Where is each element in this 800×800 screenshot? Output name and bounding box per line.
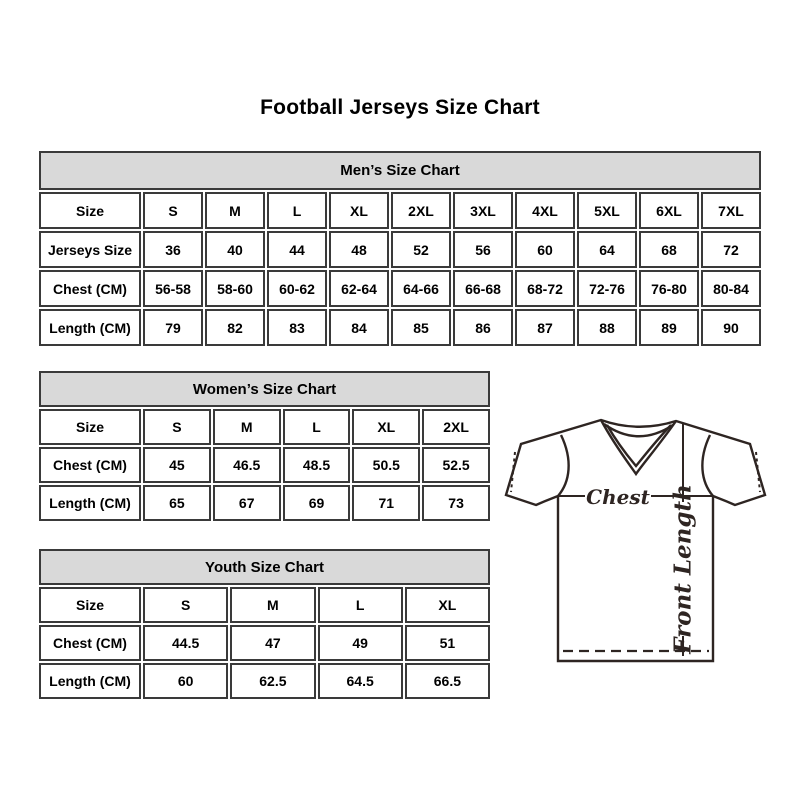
size-cell: M [213, 409, 281, 445]
size-cell: L [267, 192, 327, 229]
chest-label: Chest [586, 485, 650, 509]
table-row [39, 485, 490, 521]
womens-size-table [37, 369, 492, 523]
table-row [39, 309, 761, 346]
size-cell: 71 [352, 485, 420, 521]
size-cell: 64 [577, 231, 637, 268]
mens-size-table [37, 149, 763, 348]
size-cell: 50.5 [352, 447, 420, 483]
womens-table-title: Women’s Size Chart [39, 371, 490, 407]
size-cell: S [143, 192, 203, 229]
size-cell: S [143, 409, 211, 445]
youth-size-table [37, 547, 492, 701]
size-cell: 58-60 [205, 270, 265, 307]
size-cell: 83 [267, 309, 327, 346]
size-cell: 45 [143, 447, 211, 483]
page-title: Football Jerseys Size Chart [260, 96, 540, 119]
size-cell: M [205, 192, 265, 229]
size-cell: 56 [453, 231, 513, 268]
size-cell: XL [329, 192, 389, 229]
row-label: Size [39, 192, 141, 229]
size-cell: L [318, 587, 403, 623]
size-cell: XL [405, 587, 490, 623]
size-cell: 90 [701, 309, 761, 346]
mens-table-title: Men’s Size Chart [39, 151, 761, 190]
size-cell: 44.5 [143, 625, 228, 661]
size-cell: 60 [515, 231, 575, 268]
size-cell: 80-84 [701, 270, 761, 307]
size-cell: 47 [230, 625, 315, 661]
size-cell: 52.5 [422, 447, 490, 483]
size-cell: 60 [143, 663, 228, 699]
size-cell: 84 [329, 309, 389, 346]
size-cell: 52 [391, 231, 451, 268]
size-cell: L [283, 409, 351, 445]
front-length-label: Front Length [669, 484, 697, 654]
size-cell: 87 [515, 309, 575, 346]
jersey-diagram [503, 408, 775, 670]
size-cell: 86 [453, 309, 513, 346]
size-cell: 79 [143, 309, 203, 346]
size-cell: 3XL [453, 192, 513, 229]
table-row [39, 447, 490, 483]
size-cell: 7XL [701, 192, 761, 229]
table-row [39, 409, 490, 445]
table-row [39, 231, 761, 268]
table-row [39, 192, 761, 229]
row-label: Size [39, 409, 141, 445]
size-cell: 66-68 [453, 270, 513, 307]
youth-table-title: Youth Size Chart [39, 549, 490, 585]
table-row [39, 625, 490, 661]
size-cell: 44 [267, 231, 327, 268]
size-cell: 68-72 [515, 270, 575, 307]
size-cell: 5XL [577, 192, 637, 229]
size-cell: 60-62 [267, 270, 327, 307]
size-cell: 49 [318, 625, 403, 661]
size-cell: 6XL [639, 192, 699, 229]
size-cell: 89 [639, 309, 699, 346]
size-cell: 64-66 [391, 270, 451, 307]
size-cell: 76-80 [639, 270, 699, 307]
size-cell: 69 [283, 485, 351, 521]
size-cell: 82 [205, 309, 265, 346]
row-label: Jerseys Size [39, 231, 141, 268]
size-cell: 65 [143, 485, 211, 521]
size-cell: 72 [701, 231, 761, 268]
row-label: Chest (CM) [39, 270, 141, 307]
size-cell: 40 [205, 231, 265, 268]
size-cell: 73 [422, 485, 490, 521]
size-cell: 2XL [391, 192, 451, 229]
size-cell: 48 [329, 231, 389, 268]
size-cell: 72-76 [577, 270, 637, 307]
size-cell: 4XL [515, 192, 575, 229]
table-row [39, 587, 490, 623]
size-cell: S [143, 587, 228, 623]
size-cell: 2XL [422, 409, 490, 445]
size-cell: 62.5 [230, 663, 315, 699]
size-cell: 68 [639, 231, 699, 268]
size-cell: 88 [577, 309, 637, 346]
row-label: Chest (CM) [39, 625, 141, 661]
row-label: Size [39, 587, 141, 623]
table-row [39, 270, 761, 307]
jersey-outline [506, 420, 765, 661]
size-cell: 85 [391, 309, 451, 346]
size-cell: 64.5 [318, 663, 403, 699]
size-cell: 66.5 [405, 663, 490, 699]
size-cell: 48.5 [283, 447, 351, 483]
size-cell: XL [352, 409, 420, 445]
row-label: Chest (CM) [39, 447, 141, 483]
row-label: Length (CM) [39, 309, 141, 346]
size-cell: 67 [213, 485, 281, 521]
size-cell: 36 [143, 231, 203, 268]
size-cell: 62-64 [329, 270, 389, 307]
size-cell: 56-58 [143, 270, 203, 307]
row-label: Length (CM) [39, 663, 141, 699]
table-row [39, 663, 490, 699]
row-label: Length (CM) [39, 485, 141, 521]
size-cell: M [230, 587, 315, 623]
size-cell: 46.5 [213, 447, 281, 483]
size-cell: 51 [405, 625, 490, 661]
